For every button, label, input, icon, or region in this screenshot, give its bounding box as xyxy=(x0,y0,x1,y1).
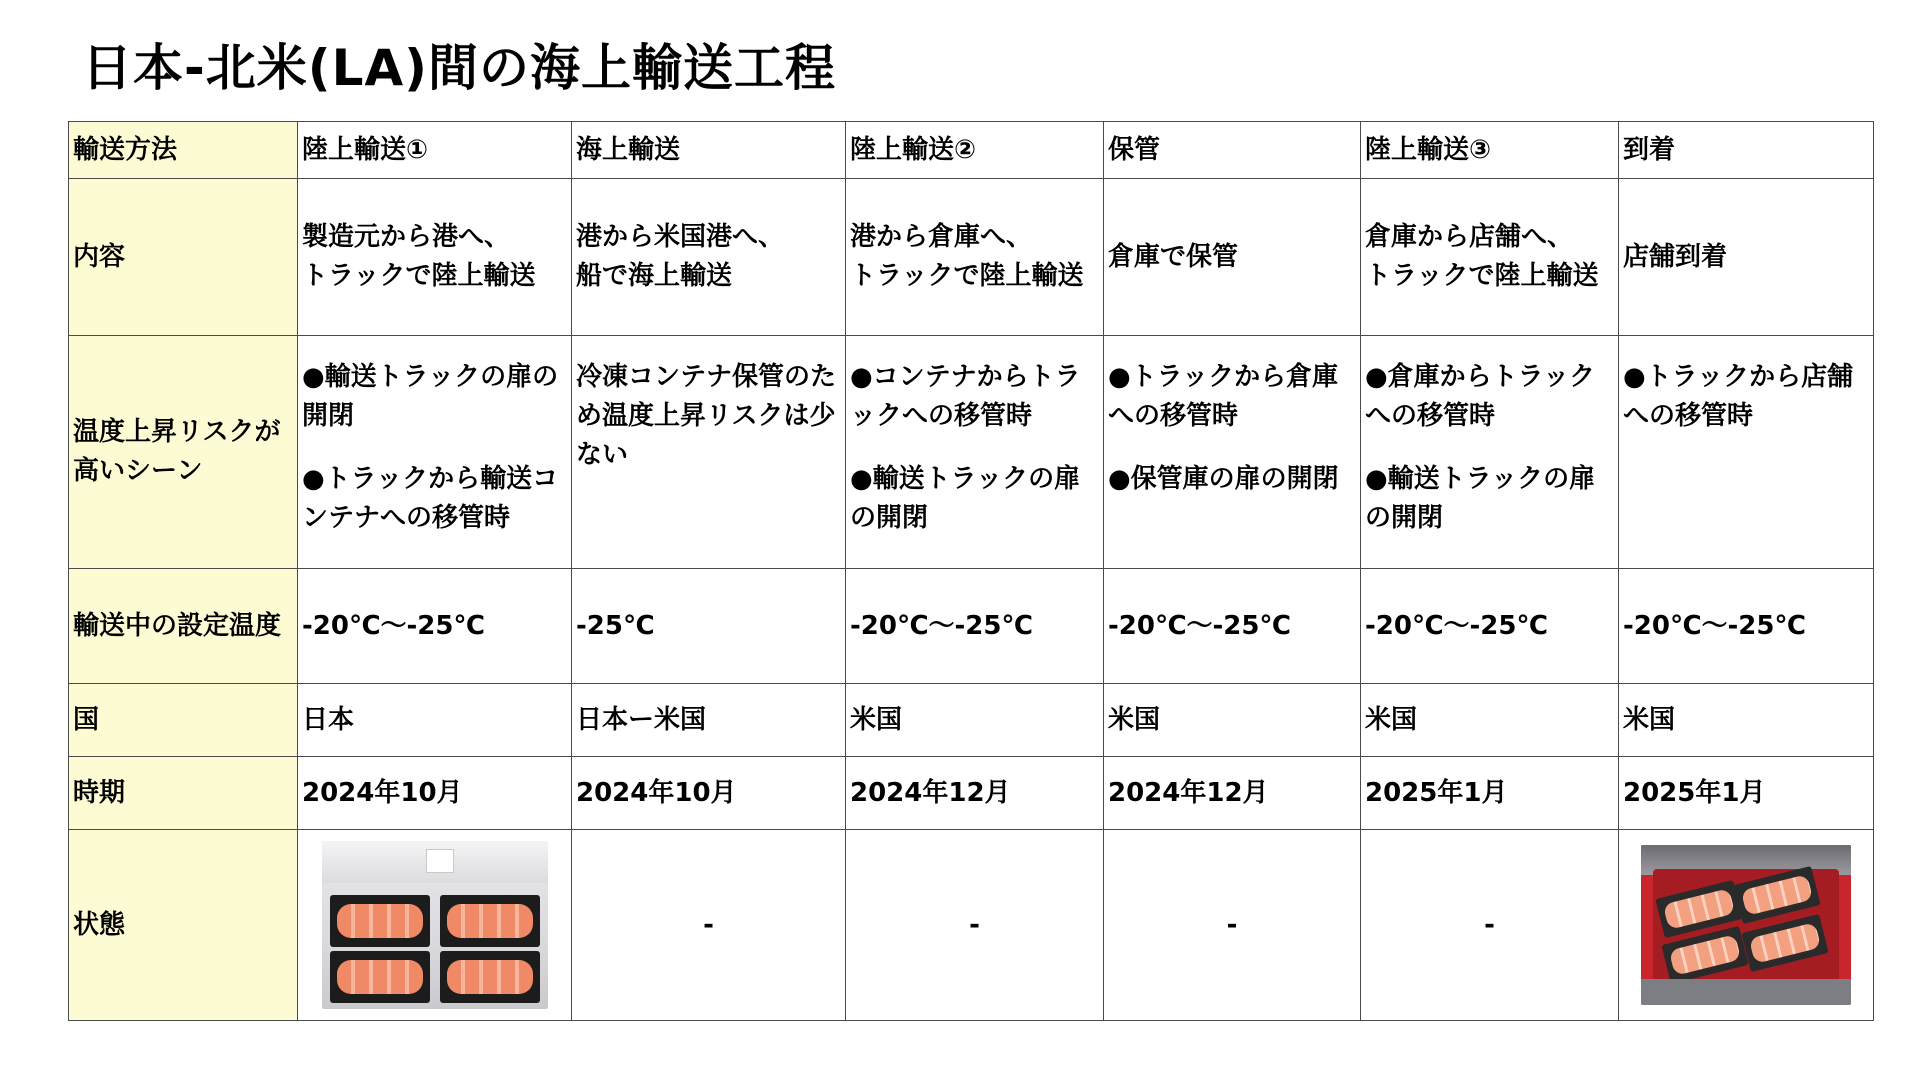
risk-cell xyxy=(1619,336,1874,569)
row-header-transport-method: 輸送方法 xyxy=(69,122,298,179)
stage-header: 陸上輸送③ xyxy=(1361,122,1619,179)
risk-cell xyxy=(846,336,1104,569)
stage-header: 保管 xyxy=(1104,122,1361,179)
sushi-tray xyxy=(330,895,430,947)
row-header-period: 時期 xyxy=(69,757,298,830)
country-cell: 米国 xyxy=(1104,684,1361,757)
country-cell: 日本ー米国 xyxy=(572,684,846,757)
period-cell: 2024年10月 xyxy=(572,757,846,830)
stage-header: 陸上輸送① xyxy=(298,122,572,179)
content-line: 倉庫から店舗へ、 xyxy=(1365,222,1574,252)
risk-cell xyxy=(1361,336,1619,569)
sushi-crate-photo xyxy=(1641,845,1851,1005)
risk-bullet: ●トラックから倉庫への移管時 xyxy=(1108,362,1339,431)
country-cell: 米国 xyxy=(1361,684,1619,757)
temperature-cell: -20℃～-25℃ xyxy=(1619,569,1874,684)
row-country xyxy=(69,684,1874,757)
risk-bullet: ●トラックから店舗への移管時 xyxy=(1623,362,1854,431)
country-cell: 米国 xyxy=(1619,684,1874,757)
row-content xyxy=(69,179,1874,336)
content-line: トラックで陸上輸送 xyxy=(850,261,1084,291)
condition-cell xyxy=(298,830,572,1021)
content-line: 港から米国港へ、 xyxy=(576,222,785,252)
period-cell: 2024年10月 xyxy=(298,757,572,830)
row-header-line: 高いシーン xyxy=(73,456,203,486)
photo-floor xyxy=(1641,979,1851,1005)
period-cell: 2025年1月 xyxy=(1619,757,1874,830)
row-condition xyxy=(69,830,1874,1021)
row-header-set-temperature: 輸送中の設定温度 xyxy=(69,569,298,684)
temperature-cell: -20℃～-25℃ xyxy=(1104,569,1361,684)
condition-cell: - xyxy=(1104,830,1361,1021)
risk-bullet: ●輸送トラックの扉の開閉 xyxy=(1365,464,1596,533)
content-cell xyxy=(298,179,572,336)
transport-process-table xyxy=(68,121,1874,1021)
risk-bullet: ●トラックから輸送コンテナへの移管時 xyxy=(302,464,559,533)
stage-header: 陸上輸送② xyxy=(846,122,1104,179)
risk-cell xyxy=(298,336,572,569)
page-title: 日本-北米(LA)間の海上輸送工程 xyxy=(82,39,837,97)
content-cell xyxy=(1361,179,1619,336)
temperature-cell: -20℃～-25℃ xyxy=(298,569,572,684)
condition-cell: - xyxy=(846,830,1104,1021)
risk-bullet: ●輸送トラックの扉の開閉 xyxy=(302,362,559,431)
period-cell: 2025年1月 xyxy=(1361,757,1619,830)
sushi-tray xyxy=(440,951,540,1003)
row-header-temperature-risk xyxy=(69,336,298,569)
sushi-box-photo xyxy=(322,841,548,1009)
content-cell xyxy=(1104,179,1361,336)
content-cell xyxy=(572,179,846,336)
risk-bullet: ●コンテナからトラックへの移管時 xyxy=(850,362,1081,431)
content-line: 船で海上輸送 xyxy=(576,261,733,291)
content-cell xyxy=(846,179,1104,336)
condition-cell xyxy=(1619,830,1874,1021)
temperature-cell: -25℃ xyxy=(572,569,846,684)
content-line: 店舗到着 xyxy=(1623,241,1728,272)
row-period xyxy=(69,757,1874,830)
condition-cell: - xyxy=(572,830,846,1021)
content-cell xyxy=(1619,179,1874,336)
row-header-content: 内容 xyxy=(69,179,298,336)
row-temperature-risk xyxy=(69,336,1874,569)
country-cell: 米国 xyxy=(846,684,1104,757)
country-cell: 日本 xyxy=(298,684,572,757)
period-cell: 2024年12月 xyxy=(1104,757,1361,830)
sushi-tray xyxy=(330,951,430,1003)
row-header-condition: 状態 xyxy=(69,830,298,1021)
temperature-cell: -20℃～-25℃ xyxy=(1361,569,1619,684)
stage-header: 到着 xyxy=(1619,122,1874,179)
risk-cell xyxy=(572,336,846,569)
risk-bullet: ●輸送トラックの扉の開閉 xyxy=(850,464,1081,533)
row-set-temperature xyxy=(69,569,1874,684)
row-header-country: 国 xyxy=(69,684,298,757)
condition-cell: - xyxy=(1361,830,1619,1021)
content-line: トラックで陸上輸送 xyxy=(1365,261,1599,291)
period-cell: 2024年12月 xyxy=(846,757,1104,830)
content-line: 倉庫で保管 xyxy=(1108,241,1239,272)
temperature-cell: -20℃～-25℃ xyxy=(846,569,1104,684)
sushi-tray xyxy=(440,895,540,947)
content-line: 港から倉庫へ、 xyxy=(850,222,1033,252)
row-transport-method xyxy=(69,122,1874,179)
risk-cell xyxy=(1104,336,1361,569)
row-header-line: 温度上昇リスクが xyxy=(73,417,281,447)
content-line: 製造元から港へ、 xyxy=(302,222,511,252)
stage-header: 海上輸送 xyxy=(572,122,846,179)
risk-bullet: ●倉庫からトラックへの移管時 xyxy=(1365,362,1596,431)
box-label xyxy=(426,849,454,873)
risk-bullet: ●保管庫の扉の開閉 xyxy=(1108,464,1339,494)
risk-note: 冷凍コンテナ保管のため温度上昇リスクは少ない xyxy=(576,362,837,470)
content-line: トラックで陸上輸送 xyxy=(302,261,536,291)
